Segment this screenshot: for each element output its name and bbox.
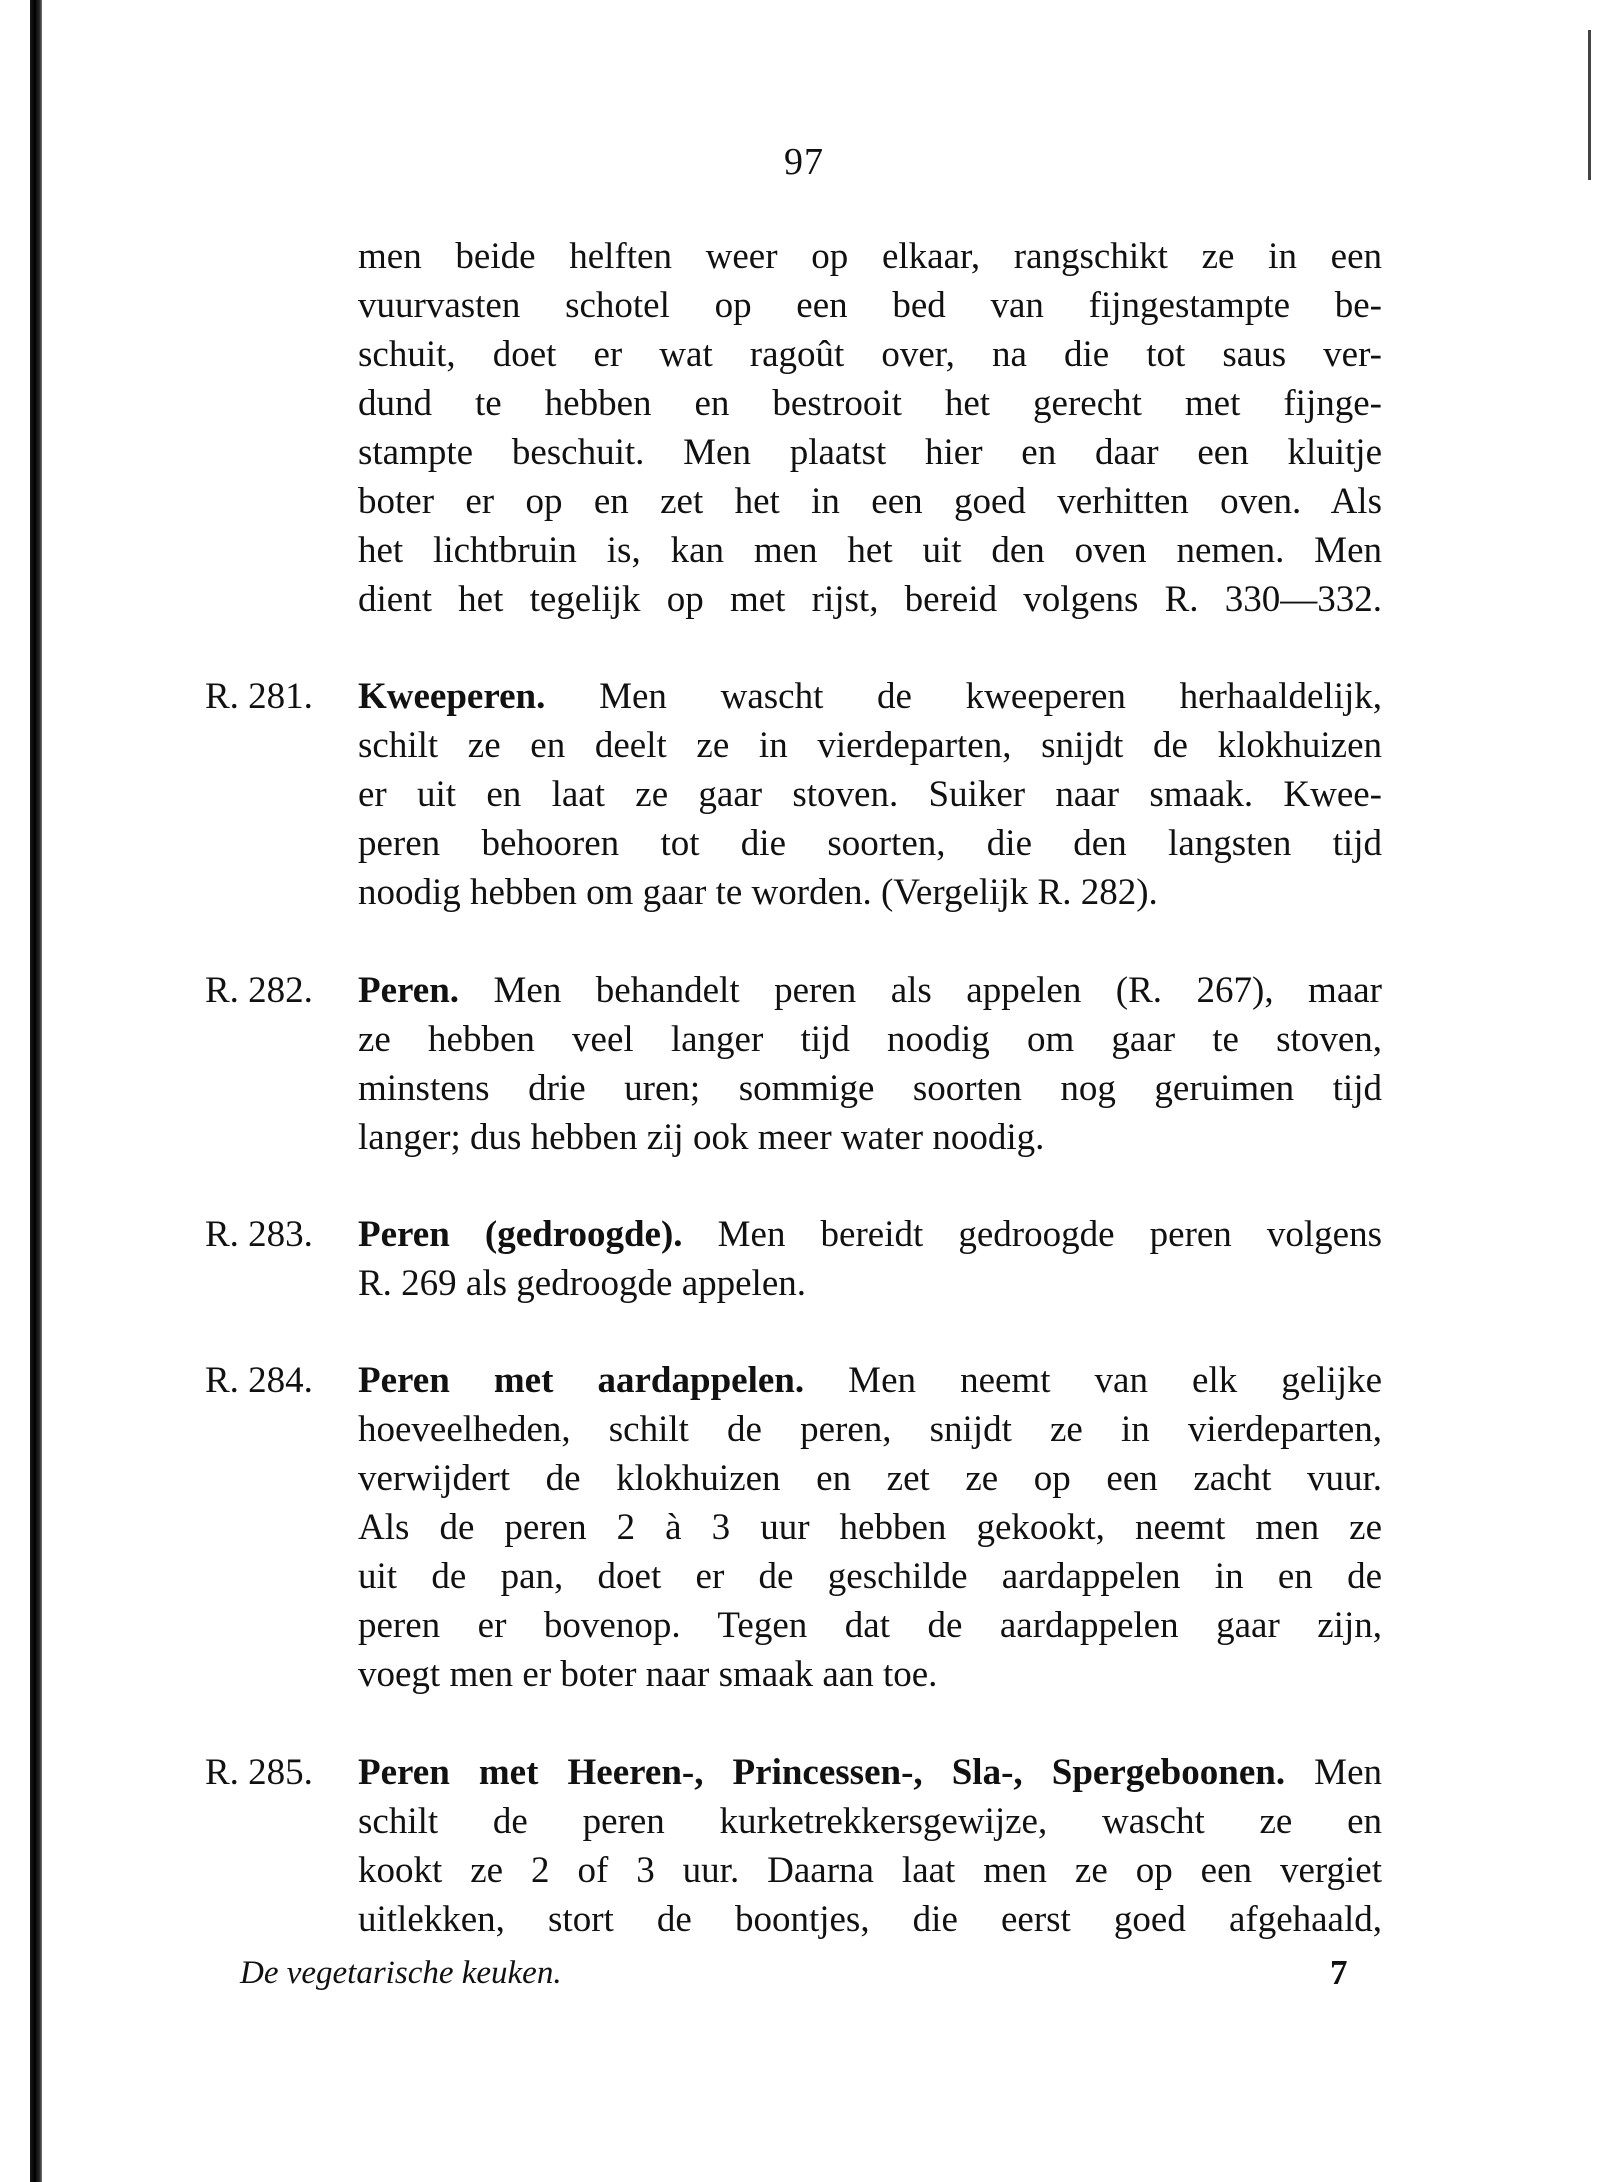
text-line: noodig hebben om gaar te worden. (Vergelijk R. 282). [358,872,1158,913]
text-line: kookt ze 2 of 3 uur. Daarna laat men ze op een vergiet [358,1850,1382,1891]
text-line: boter er op en zet het in een goed verhitten oven. Als [358,481,1382,522]
recipe-number: R. 281. [205,676,313,717]
recipe-text: Men wascht de kweeperen herhaaldelijk, [599,676,1383,717]
text-line: peren er bovenop. Tegen dat de aardappelen gaar zijn, [358,1605,1382,1646]
recipe-title: Kweeperen. [358,676,546,717]
book-title-footer: De vegetarische keuken. [240,1955,562,1991]
text-line: het lichtbruin is, kan men het uit den oven nemen. Men [358,530,1382,571]
recipe-text: Men bereidt gedroogde peren volgens [717,1214,1383,1255]
page-number: 97 [784,141,824,183]
recipe-text: Men neemt van elk gelijke [848,1360,1382,1401]
recipe-first-line [358,966,1382,1015]
text-line: verwijdert de klokhuizen en zet ze op een zacht vuur. [358,1458,1382,1499]
recipe-285 [358,1748,1382,1944]
text-line: peren behooren tot die soorten, die den langsten tijd [358,823,1382,864]
text-line: langer; dus hebben zij ook meer water noodig. [358,1117,1045,1158]
text-line: schuit, doet er wat ragoût over, na die tot saus ver- [358,334,1382,375]
text-line: voegt men er boter naar smaak aan toe. [358,1654,938,1695]
recipe-number: R. 284. [205,1360,313,1401]
book-spine-shadow [30,0,42,2182]
recipe-number: R. 283. [205,1214,313,1255]
recipe-title: Peren. [358,970,460,1011]
recipe-first-line [358,1210,1382,1259]
text-line: schilt de peren kurketrekkersgewijze, wascht ze en [358,1801,1382,1842]
text-line: Als de peren 2 à 3 uur hebben gekookt, neemt men ze [358,1507,1382,1548]
recipe-text: Men [1314,1752,1382,1793]
recipe-number: R. 285. [205,1752,313,1793]
text-line: minstens drie uren; sommige soorten nog geruimen tijd [358,1068,1382,1109]
text-line: dient het tegelijk op met rijst, bereid volgens R. 330—332. [358,579,1382,620]
text-line: uit de pan, doet er de geschilde aardappelen in en de [358,1556,1382,1597]
text-line: schilt ze en deelt ze in vierdeparten, snijdt de klokhuizen [358,725,1382,766]
text-line: dund te hebben en bestrooit het gerecht met fijnge- [358,383,1382,424]
text-line: uitlekken, stort de boontjes, die eerst goed afgehaald, [358,1899,1382,1940]
recipe-title: Peren met Heeren-, Princessen-, Sla-, Spergeboonen. [358,1752,1286,1793]
text-line: ze hebben veel langer tijd noodig om gaar te stoven, [358,1019,1382,1060]
recipe-282 [358,966,1382,1162]
text-line: stampte beschuit. Men plaatst hier en daar een kluitje [358,432,1382,473]
recipe-first-line [358,672,1382,721]
recipe-284 [358,1356,1382,1699]
text-line: er uit en laat ze gaar stoven. Suiker naar smaak. Kwee- [358,774,1382,815]
recipe-first-line [358,1356,1382,1405]
recipe-text: Men behandelt peren als appelen (R. 267), maar [493,970,1382,1011]
recipe-title: Peren (gedroogde). [358,1214,683,1255]
recipe-number: R. 282. [205,970,313,1011]
recipe-first-line [358,1748,1382,1797]
text-line: vuurvasten schotel op een bed van fijngestampte be- [358,285,1382,326]
text-line: R. 269 als gedroogde appelen. [358,1263,806,1304]
intro-paragraph [358,232,1382,624]
text-line: men beide helften weer op elkaar, rangschikt ze in een [358,236,1382,277]
recipe-283 [358,1210,1382,1308]
text-line: hoeveelheden, schilt de peren, snijdt ze in vierdeparten, [358,1409,1382,1450]
recipe-281 [358,672,1382,917]
recipe-title: Peren met aardappelen. [358,1360,805,1401]
signature-mark: 7 [1330,1953,1348,1992]
